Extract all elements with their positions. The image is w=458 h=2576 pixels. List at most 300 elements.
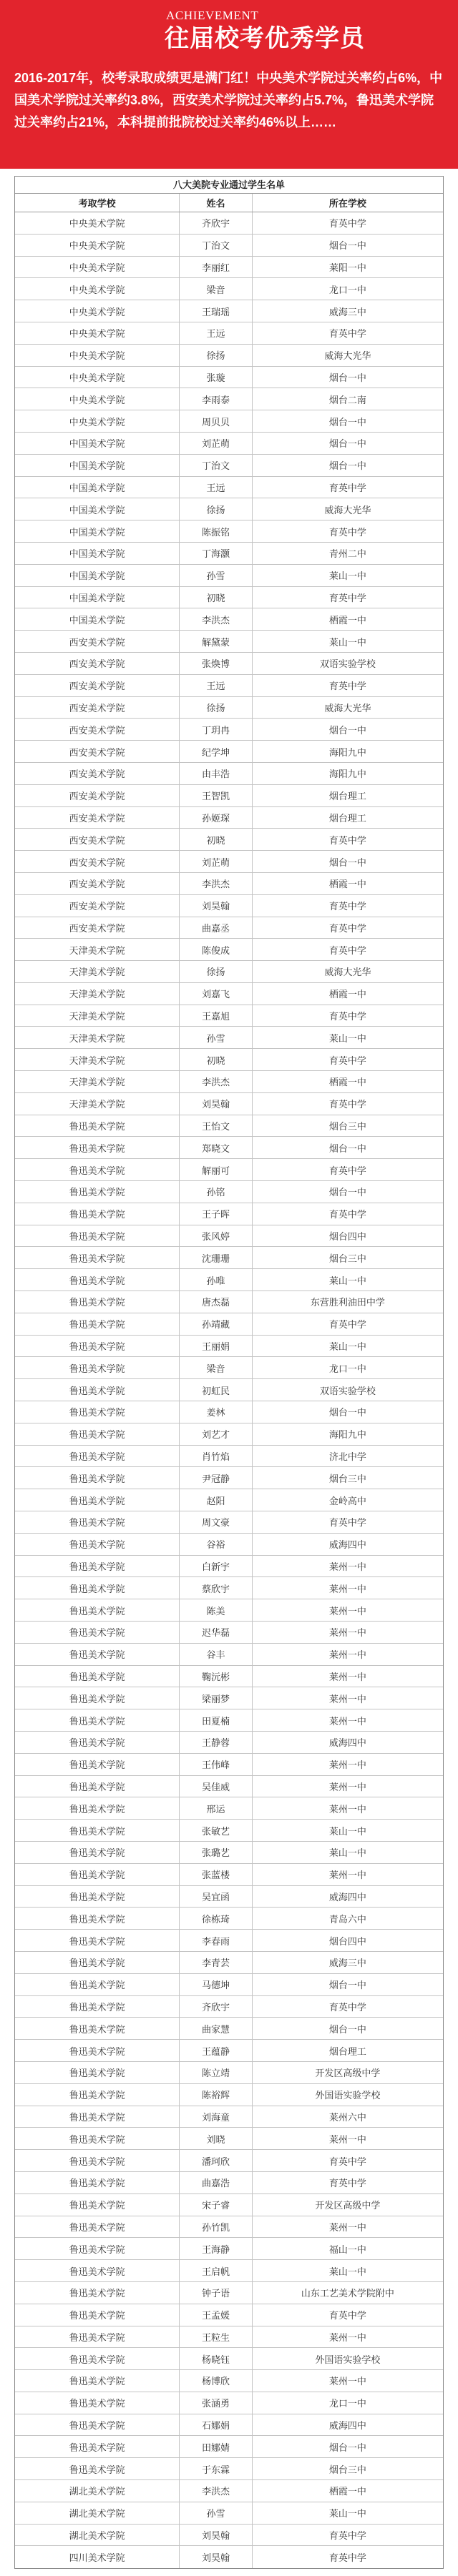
table-row: [15, 278, 443, 300]
admitted-school-cell: 天津美术学院: [15, 1049, 180, 1070]
table-row: [15, 1336, 443, 1358]
admitted-school-cell: 西安美术学院: [15, 653, 180, 674]
student-name-cell: 吴佳威: [180, 1776, 253, 1797]
high-school-cell: 开发区高级中学: [315, 2200, 381, 2211]
table-row: [15, 1159, 443, 1181]
admitted-school-cell: 鲁迅美术学院: [15, 1446, 180, 1467]
student-name-cell: 张焕博: [180, 653, 253, 674]
high-school-cell: 栖霞一中: [328, 614, 366, 626]
student-name-cell: 王伟峰: [180, 1754, 253, 1775]
student-name-cell: 周文豪: [180, 1511, 253, 1533]
table-row: [15, 2194, 443, 2216]
high-school-cell: 外国语实验学校: [315, 2090, 381, 2101]
admitted-school-cell: 中国美术学院: [15, 520, 180, 542]
student-name-cell: 孙雪: [180, 565, 253, 586]
table-row: [15, 1556, 443, 1578]
high-school-cell: 双语实验学校: [319, 1385, 376, 1396]
student-name-cell: 丁治文: [180, 455, 253, 476]
student-name-cell: 尹冠静: [180, 1467, 253, 1489]
high-school-cell: 莱山一中: [328, 2266, 366, 2277]
student-name-cell: 丁治文: [180, 235, 253, 256]
student-name-cell: 孙雪: [180, 1027, 253, 1048]
high-school-cell: 山东工艺美术学院附中: [301, 2288, 394, 2299]
table-row: [15, 939, 443, 961]
student-name-cell: 王智凯: [180, 785, 253, 806]
table-row: [15, 1952, 443, 1974]
table-row: [15, 300, 443, 322]
admitted-school-cell: 鲁迅美术学院: [15, 2414, 180, 2436]
student-name-cell: 解丽可: [180, 1159, 253, 1180]
high-school-cell: 育英中学: [328, 218, 366, 230]
table-row: [15, 587, 443, 609]
high-school-cell: 莱山一中: [328, 1341, 366, 1353]
high-school-cell: 烟台一中: [328, 724, 366, 736]
high-school-cell: 烟台一中: [328, 1407, 366, 1418]
high-school-cell: 烟台四中: [328, 1935, 366, 1947]
high-school-cell: 威海四中: [328, 1891, 366, 1903]
header-high-school: 所在学校: [328, 198, 366, 209]
admitted-school-cell: 中国美术学院: [15, 455, 180, 476]
table-row: [15, 807, 443, 829]
student-name-cell: 梁音: [180, 278, 253, 300]
admitted-school-cell: 鲁迅美术学院: [15, 1644, 180, 1665]
student-name-cell: 李洪杰: [180, 1071, 253, 1092]
high-school-cell: 烟台理工: [328, 791, 366, 802]
student-name-cell: 于东霖: [180, 2458, 253, 2479]
admitted-school-cell: 鲁迅美术学院: [15, 1247, 180, 1268]
student-name-cell: 刘海童: [180, 2106, 253, 2128]
table-row: [15, 1049, 443, 1071]
table-row: [15, 719, 443, 741]
high-school-cell: 莱州一中: [328, 1803, 366, 1815]
table-row: [15, 1291, 443, 1313]
table-row: [15, 2040, 443, 2062]
student-name-cell: 张敏艺: [180, 1820, 253, 1841]
admitted-school-cell: 鲁迅美术学院: [15, 2260, 180, 2281]
high-school-cell: 海阳九中: [328, 769, 366, 780]
table-row: [15, 477, 443, 499]
student-name-cell: 陈立靖: [180, 2062, 253, 2083]
admitted-school-cell: 鲁迅美术学院: [15, 1534, 180, 1555]
student-name-cell: 王丽娟: [180, 1336, 253, 1357]
table-row: [15, 2150, 443, 2172]
high-school-cell: 莱州一中: [328, 1693, 366, 1704]
high-school-cell: 烟台理工: [328, 812, 366, 824]
student-name-cell: 曲家慧: [180, 2018, 253, 2039]
student-name-cell: 白新宇: [180, 1556, 253, 1577]
admitted-school-cell: 鲁迅美术学院: [15, 1269, 180, 1291]
student-name-cell: 王嘉旭: [180, 1005, 253, 1027]
high-school-cell: 莱州一中: [328, 1870, 366, 1881]
high-school-cell: 育英中学: [328, 1011, 366, 1022]
admitted-school-cell: 鲁迅美术学院: [15, 1291, 180, 1313]
student-name-cell: 刘昊翰: [180, 895, 253, 917]
admitted-school-cell: 鲁迅美术学院: [15, 1577, 180, 1599]
table-row: [15, 1511, 443, 1534]
student-name-cell: 田夏楠: [180, 1709, 253, 1731]
admitted-school-cell: 鲁迅美术学院: [15, 2106, 180, 2128]
high-school-cell: 莱州一中: [328, 2221, 366, 2233]
table-row: [15, 2084, 443, 2106]
table-row: [15, 873, 443, 895]
table-row: [15, 1622, 443, 1644]
table-row: [15, 2480, 443, 2502]
student-name-cell: 张璇: [180, 367, 253, 388]
table-row: [15, 1732, 443, 1754]
high-school-cell: 金岭高中: [328, 1495, 366, 1506]
admitted-school-cell: 鲁迅美术学院: [15, 2216, 180, 2238]
student-name-cell: 王启帆: [180, 2260, 253, 2281]
high-school-cell: 龙口一中: [328, 284, 366, 295]
admitted-school-cell: 鲁迅美术学院: [15, 1115, 180, 1137]
admitted-school-cell: 鲁迅美术学院: [15, 1996, 180, 2018]
admitted-school-cell: 鲁迅美术学院: [15, 2326, 180, 2348]
high-school-cell: 育英中学: [328, 2310, 366, 2321]
student-name-cell: 王远: [180, 322, 253, 344]
high-school-cell: 栖霞一中: [328, 2486, 366, 2497]
high-school-cell: 莱州一中: [328, 2376, 366, 2387]
header-admitted-school: 考取学校: [15, 194, 180, 212]
high-school-cell: 海阳九中: [328, 1429, 366, 1441]
table-row: [15, 608, 443, 631]
student-name-cell: 曲嘉浩: [180, 2172, 253, 2193]
table-row: [15, 1687, 443, 1709]
high-school-cell: 烟台一中: [328, 438, 366, 450]
high-school-cell: 烟台一中: [328, 1187, 366, 1198]
table-row: [15, 675, 443, 697]
high-school-cell: 双语实验学校: [319, 658, 376, 670]
student-name-cell: 王粒生: [180, 2326, 253, 2348]
admitted-school-cell: 鲁迅美术学院: [15, 1511, 180, 1533]
high-school-cell: 济北中学: [328, 1451, 366, 1463]
admitted-school-cell: 鲁迅美术学院: [15, 1952, 180, 1973]
student-name-cell: 杨博欣: [180, 2370, 253, 2392]
admitted-school-cell: 鲁迅美术学院: [15, 2348, 180, 2369]
student-name-cell: 蔡欣宇: [180, 1577, 253, 1599]
table-row: [15, 1797, 443, 1820]
table-row: [15, 345, 443, 367]
high-school-cell: 育英中学: [328, 922, 366, 934]
high-school-cell: 莱山一中: [328, 1847, 366, 1859]
high-school-cell: 烟台三中: [328, 1473, 366, 1484]
student-name-cell: 刘晓: [180, 2128, 253, 2149]
table-row: [15, 2018, 443, 2040]
table-row: [15, 1225, 443, 1248]
table-row: [15, 2106, 443, 2128]
high-school-cell: 育英中学: [328, 901, 366, 912]
high-school-cell: 烟台三中: [328, 2464, 366, 2475]
student-name-cell: 潘珂欣: [180, 2150, 253, 2171]
table-row: [15, 1534, 443, 1556]
high-school-cell: 栖霞一中: [328, 1077, 366, 1088]
student-name-cell: 迟华磊: [180, 1622, 253, 1643]
student-name-cell: 梁丽梦: [180, 1687, 253, 1709]
table-row: [15, 785, 443, 807]
high-school-cell: 烟台三中: [328, 1253, 366, 1264]
table-row: [15, 631, 443, 653]
table-row: [15, 2458, 443, 2480]
high-school-cell: 威海四中: [328, 2420, 366, 2432]
high-school-cell: 开发区高级中学: [315, 2068, 381, 2079]
high-school-cell: 栖霞一中: [328, 989, 366, 1000]
student-name-cell: 谷丰: [180, 1644, 253, 1665]
high-school-cell: 莱山一中: [328, 1275, 366, 1286]
table-row: [15, 1181, 443, 1203]
student-name-cell: 石娜娟: [180, 2414, 253, 2436]
student-name-cell: 王子晖: [180, 1203, 253, 1225]
student-name-cell: 徐扬: [180, 697, 253, 719]
admitted-school-cell: 中央美术学院: [15, 257, 180, 278]
student-name-cell: 刘艺才: [180, 1423, 253, 1445]
student-name-cell: 郑晓文: [180, 1137, 253, 1158]
table-row: [15, 763, 443, 785]
table-row: [15, 1005, 443, 1027]
table-row: [15, 829, 443, 851]
admitted-school-cell: 鲁迅美术学院: [15, 1203, 180, 1225]
admitted-school-cell: 四川美术学院: [15, 2546, 180, 2568]
admitted-school-cell: 鲁迅美术学院: [15, 2458, 180, 2479]
table-row: [15, 388, 443, 410]
high-school-cell: 烟台一中: [328, 372, 366, 383]
high-school-cell: 育英中学: [328, 526, 366, 538]
student-name-cell: 赵阳: [180, 1489, 253, 1511]
table-row: [15, 1864, 443, 1886]
student-name-cell: 宋子睿: [180, 2194, 253, 2216]
admitted-school-cell: 西安美术学院: [15, 763, 180, 784]
high-school-cell: 莱山一中: [328, 571, 366, 582]
admitted-school-cell: 天津美术学院: [15, 1005, 180, 1027]
admitted-school-cell: 鲁迅美术学院: [15, 2018, 180, 2039]
high-school-cell: 育英中学: [328, 944, 366, 956]
high-school-cell: 烟台四中: [328, 1231, 366, 1243]
table-row: [15, 1247, 443, 1269]
table-body: [15, 212, 443, 2568]
admitted-school-cell: 西安美术学院: [15, 719, 180, 740]
table-row: [15, 1115, 443, 1138]
high-school-cell: 烟台一中: [328, 1980, 366, 1991]
student-name-cell: 张涵勇: [180, 2392, 253, 2414]
table-row: [15, 1446, 443, 1468]
admitted-school-cell: 鲁迅美术学院: [15, 1225, 180, 1247]
admitted-school-cell: 西安美术学院: [15, 829, 180, 850]
high-school-cell: 莱州一中: [328, 1627, 366, 1639]
high-school-cell: 烟台一中: [328, 1143, 366, 1154]
table-row: [15, 2128, 443, 2150]
admitted-school-cell: 鲁迅美术学院: [15, 1357, 180, 1378]
high-school-cell: 育英中学: [328, 482, 366, 493]
high-school-cell: 育英中学: [328, 328, 366, 340]
admitted-school-cell: 鲁迅美术学院: [15, 1776, 180, 1797]
student-name-cell: 曲嘉丞: [180, 917, 253, 939]
admitted-school-cell: 中国美术学院: [15, 543, 180, 564]
table-row: [15, 1599, 443, 1622]
student-name-cell: 谷裕: [180, 1534, 253, 1555]
table-row: [15, 2348, 443, 2370]
admitted-school-cell: 中央美术学院: [15, 410, 180, 432]
table-row: [15, 2525, 443, 2547]
high-school-cell: 烟台一中: [328, 416, 366, 428]
student-name-cell: 王远: [180, 477, 253, 498]
table-row: [15, 1776, 443, 1798]
student-name-cell: 王静蓉: [180, 1732, 253, 1753]
admitted-school-cell: 中国美术学院: [15, 433, 180, 454]
student-name-cell: 陈裕辉: [180, 2084, 253, 2106]
high-school-cell: 育英中学: [328, 1517, 366, 1529]
student-name-cell: 王蕴静: [180, 2040, 253, 2061]
high-school-cell: 育英中学: [328, 1209, 366, 1220]
student-name-cell: 邢运: [180, 1797, 253, 1819]
table-row: [15, 322, 443, 345]
high-school-cell: 福山一中: [328, 2244, 366, 2255]
admitted-school-cell: 鲁迅美术学院: [15, 1622, 180, 1643]
high-school-cell: 育英中学: [328, 834, 366, 846]
student-name-cell: 周贝贝: [180, 410, 253, 432]
student-name-cell: 王海静: [180, 2238, 253, 2259]
student-name-cell: 徐扬: [180, 345, 253, 366]
table-row: [15, 1203, 443, 1225]
table-row: [15, 1467, 443, 1489]
high-school-cell: 烟台二南: [328, 394, 366, 405]
high-school-cell: 栖霞一中: [328, 879, 366, 890]
high-school-cell: 育英中学: [328, 592, 366, 603]
high-school-cell: 育英中学: [328, 2552, 366, 2564]
admitted-school-cell: 天津美术学院: [15, 1071, 180, 1092]
high-school-cell: 烟台一中: [328, 2023, 366, 2035]
high-school-cell: 育英中学: [328, 2530, 366, 2542]
table-row: [15, 1027, 443, 1049]
table-row: [15, 2216, 443, 2239]
admitted-school-cell: 鲁迅美术学院: [15, 1489, 180, 1511]
table-row: [15, 1908, 443, 1930]
high-school-cell: 莱州六中: [328, 2111, 366, 2123]
table-row: [15, 1930, 443, 1952]
admitted-school-cell: 鲁迅美术学院: [15, 1687, 180, 1709]
admitted-school-cell: 西安美术学院: [15, 807, 180, 829]
student-name-cell: 孙铭: [180, 1181, 253, 1203]
admitted-school-cell: 鲁迅美术学院: [15, 1797, 180, 1819]
table-row: [15, 851, 443, 873]
admitted-school-cell: 天津美术学院: [15, 939, 180, 960]
admitted-school-cell: 鲁迅美术学院: [15, 1732, 180, 1753]
table-row: [15, 895, 443, 917]
student-name-cell: 王远: [180, 675, 253, 696]
admitted-school-cell: 鲁迅美术学院: [15, 1599, 180, 1621]
high-school-cell: 育英中学: [328, 1319, 366, 1331]
admitted-school-cell: 鲁迅美术学院: [15, 1864, 180, 1885]
high-school-cell: 莱阳一中: [328, 262, 366, 273]
student-name-cell: 陈振铭: [180, 520, 253, 542]
student-name-cell: 刘昊翰: [180, 1093, 253, 1115]
student-name-cell: 孙雪: [180, 2502, 253, 2524]
admitted-school-cell: 中央美术学院: [15, 367, 180, 388]
high-school-cell: 威海大光华: [324, 350, 371, 362]
student-name-cell: 纪学坤: [180, 741, 253, 762]
admitted-school-cell: 鲁迅美术学院: [15, 1908, 180, 1929]
high-school-cell: 烟台理工: [328, 2045, 366, 2057]
high-school-cell: 莱山一中: [328, 636, 366, 648]
table-row: [15, 235, 443, 257]
student-name-cell: 李洪杰: [180, 873, 253, 894]
table-row: [15, 1666, 443, 1688]
high-school-cell: 青岛六中: [328, 1913, 366, 1925]
student-name-cell: 唐杰磊: [180, 1291, 253, 1313]
admitted-school-cell: 中央美术学院: [15, 212, 180, 234]
table-row: [15, 2062, 443, 2084]
admitted-school-cell: 鲁迅美术学院: [15, 2194, 180, 2216]
admitted-school-cell: 西安美术学院: [15, 741, 180, 762]
table-row: [15, 1754, 443, 1776]
high-school-cell: 海阳九中: [328, 746, 366, 758]
student-name-cell: 刘芷萌: [180, 433, 253, 454]
admitted-school-cell: 西安美术学院: [15, 851, 180, 872]
student-name-cell: 刘嘉飞: [180, 983, 253, 1005]
student-name-cell: 徐扬: [180, 961, 253, 982]
high-school-cell: 育英中学: [328, 1099, 366, 1110]
admitted-school-cell: 西安美术学院: [15, 895, 180, 917]
admitted-school-cell: 鲁迅美术学院: [15, 1181, 180, 1203]
table-row: [15, 1071, 443, 1093]
high-school-cell: 烟台一中: [328, 857, 366, 868]
high-school-cell: 育英中学: [328, 2001, 366, 2013]
high-school-cell: 莱州一中: [328, 1671, 366, 1682]
table-row: [15, 917, 443, 939]
admitted-school-cell: 西安美术学院: [15, 631, 180, 652]
high-school-cell: 莱州一中: [328, 1781, 366, 1792]
admitted-school-cell: 鲁迅美术学院: [15, 1313, 180, 1335]
high-school-cell: 龙口一中: [328, 1363, 366, 1374]
student-name-cell: 刘昊翰: [180, 2525, 253, 2546]
table-title: 八大美院专业通过学生名单: [15, 177, 443, 194]
student-name-cell: 解黛蒙: [180, 631, 253, 652]
high-school-cell: 威海大光华: [324, 702, 371, 714]
table-row: [15, 2414, 443, 2437]
student-name-cell: 由丰浩: [180, 763, 253, 784]
admitted-school-cell: 鲁迅美术学院: [15, 2238, 180, 2259]
student-name-cell: 田娜婧: [180, 2436, 253, 2457]
student-name-cell: 王孟媛: [180, 2304, 253, 2326]
student-name-cell: 齐欣宇: [180, 1996, 253, 2018]
table-row: [15, 2172, 443, 2194]
table-header-row: [15, 194, 443, 212]
table-row: [15, 1489, 443, 1511]
table-row: [15, 2392, 443, 2414]
high-school-cell: 莱山一中: [328, 1825, 366, 1837]
admitted-school-cell: 中央美术学院: [15, 300, 180, 322]
high-school-cell: 育英中学: [328, 2178, 366, 2189]
table-row: [15, 543, 443, 565]
header-student-name: 姓名: [180, 194, 253, 212]
student-name-cell: 李雨泰: [180, 388, 253, 410]
student-name-cell: 陈俊成: [180, 939, 253, 960]
high-school-cell: 育英中学: [328, 2156, 366, 2167]
admitted-school-cell: 湖北美术学院: [15, 2480, 180, 2502]
admitted-school-cell: 鲁迅美术学院: [15, 2040, 180, 2061]
student-name-cell: 孙竹凯: [180, 2216, 253, 2238]
high-school-cell: 烟台一中: [328, 2442, 366, 2453]
table-row: [15, 2282, 443, 2304]
high-school-cell: 莱州一中: [328, 1605, 366, 1617]
table-row: [15, 2436, 443, 2458]
banner-title: 往届校考优秀学员: [165, 25, 365, 52]
high-school-cell: 育英中学: [328, 681, 366, 692]
student-name-cell: 王瑞瑶: [180, 300, 253, 322]
table-row: [15, 1842, 443, 1864]
admitted-school-cell: 鲁迅美术学院: [15, 1820, 180, 1841]
high-school-cell: 威海四中: [328, 1737, 366, 1749]
table-row: [15, 2326, 443, 2349]
admitted-school-cell: 中国美术学院: [15, 477, 180, 498]
table-row: [15, 1357, 443, 1379]
